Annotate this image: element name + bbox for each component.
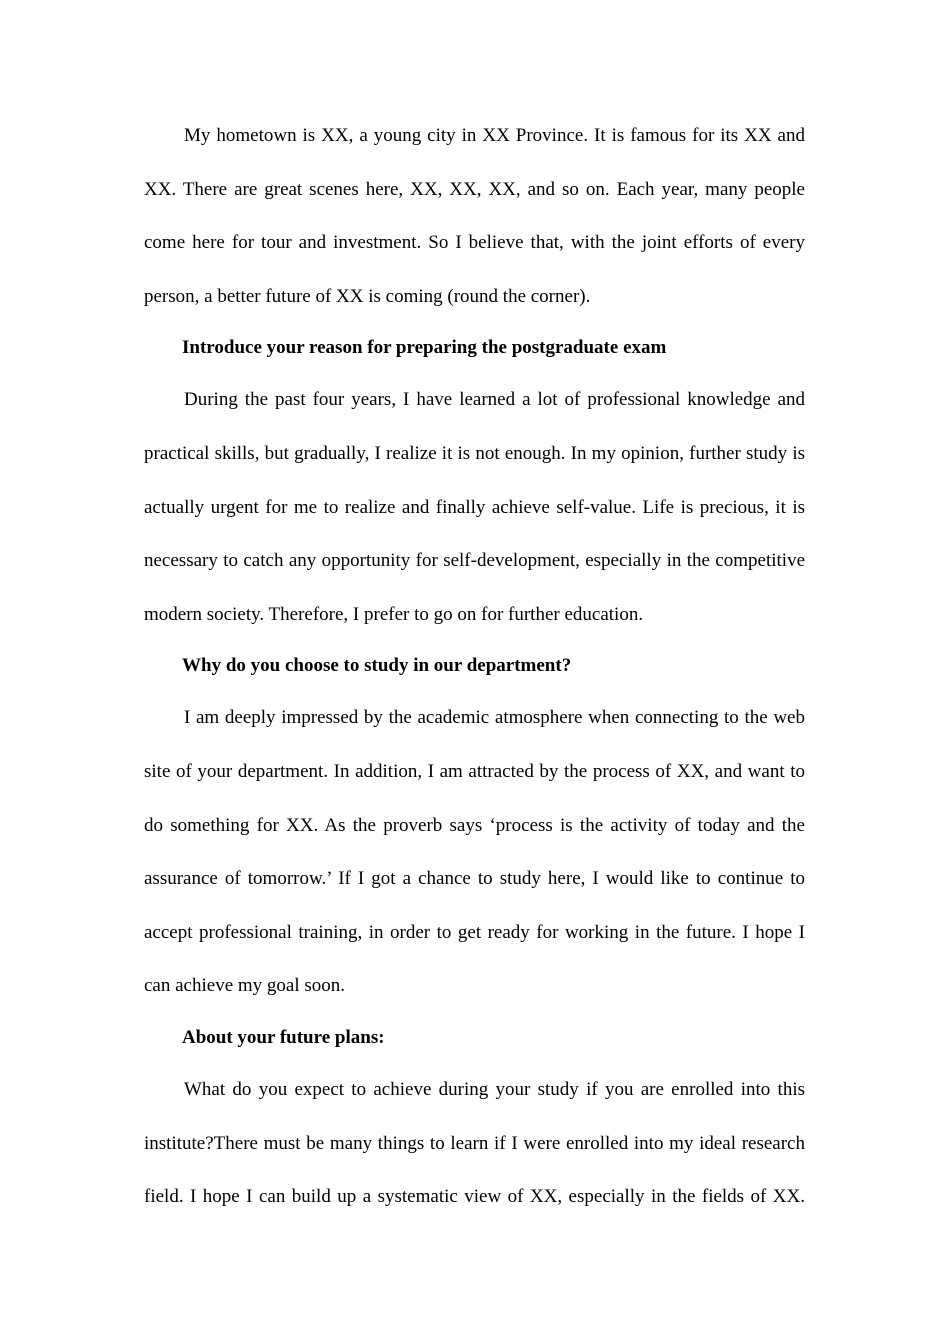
heading-department-choice: Why do you choose to study in our department?	[182, 655, 572, 677]
paragraph-future-plans: What do you expect to achieve during your study if you are enrolled into this institute?There must be many things to learn if I were enrolled into my ideal research field. I hope I can build up a systematic view of XX, especially in the fields of XX.	[144, 1078, 805, 1208]
paragraph-hometown: My hometown is XX, a young city in XX Province. It is famous for its XX and XX. There are great scenes here, XX, XX, XX, and so on. Each year, many people come here for tour and investment. So I believe that, with the joint efforts of every person, a better future of XX is coming (round the corner).	[144, 125, 805, 307]
paragraph-postgraduate-reason: During the past four years, I have learned a lot of professional knowledge and practical skills, but gradually, I realize it is not enough. In my opinion, further study is actually urgent for me to realize and finally achieve self-value. Life is precious, it is necessary to catch any opportunity for self-development, especially in the competitive modern society. Therefore, I prefer to go on for further education.	[144, 389, 805, 625]
paragraph-department-choice: I am deeply impressed by the academic atmosphere when connecting to the web site of your department. In addition, I am attracted by the process of XX, and want to do something for XX. As the proverb says ‘process is the activity of today and the assurance of tomorrow.’ If I got a chance to study here, I would like to continue to accept professional training, in order to get ready for working in the future. I hope I can achieve my goal soon.	[144, 707, 805, 997]
heading-future-plans: About your future plans:	[182, 1026, 385, 1048]
document-body	[144, 109, 805, 1224]
heading-postgraduate-reason: Introduce your reason for preparing the postgraduate exam	[182, 337, 667, 359]
